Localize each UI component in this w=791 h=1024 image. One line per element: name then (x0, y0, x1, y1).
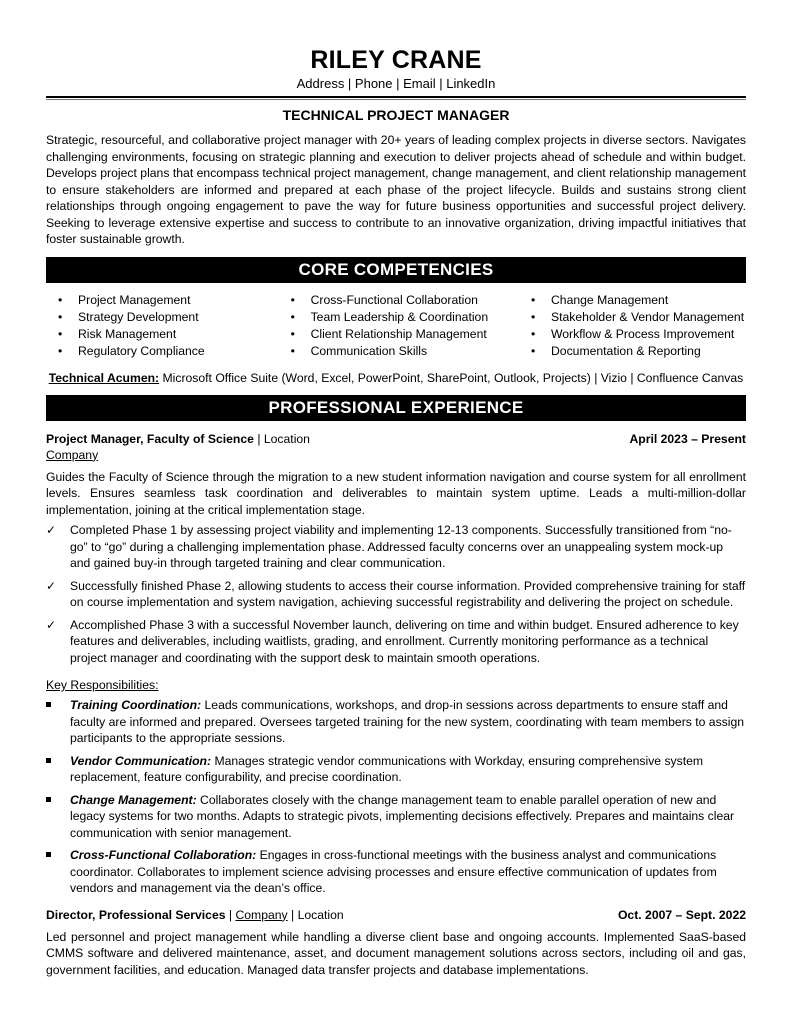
achievement-item (46, 578, 746, 611)
job-title: Project Manager, Faculty of Science (46, 431, 254, 446)
job-location: | Location (257, 431, 310, 446)
technical-acumen-label: Technical Acumen: (48, 370, 160, 385)
achievement-list (46, 522, 746, 666)
technical-acumen (46, 370, 746, 386)
job-title-line (46, 907, 344, 923)
responsibility-label: Cross-Functional Collaboration: (70, 848, 257, 863)
competency-item: • Documentation & Reporting (531, 343, 746, 360)
job-company: Company (235, 907, 288, 922)
job-entry-2 (46, 907, 746, 979)
square-bullet-icon (46, 702, 51, 707)
candidate-name: RILEY CRANE (310, 46, 482, 74)
responsibility-item (46, 697, 746, 747)
responsibility-list (46, 697, 746, 897)
job-dates: Oct. 2007 – Sept. 2022 (617, 907, 746, 922)
contact-line: Address | Phone | Email | LinkedIn (296, 76, 496, 91)
square-bullet-icon (46, 797, 51, 802)
checkmark-icon: ✓ (46, 578, 57, 593)
competency-item: • Change Management (531, 292, 746, 309)
responsibility-text: Engages in cross-functional meetings with the business analyst and communications coordinator. Collaborates to implement science advising processes and ensure effective communication of updates from vendors and management via the dean’s office. (70, 848, 717, 896)
responsibility-text: Manages strategic vendor communications with Workday, ensuring comprehensive system replacement, feature configurability, and precise coordination. (70, 753, 704, 785)
achievement-item (46, 617, 746, 667)
responsibility-label: Vendor Communication: (70, 753, 212, 768)
job-description: Guides the Faculty of Science through the migration to a new student information navigation and course system for all enrollment levels. Ensures seamless task coordination and deliverables to maintain system uptime. Leads a multi-million-dollar implementation, joining at the critical implementation stage. (46, 469, 746, 517)
section-heading-competencies: CORE COMPETENCIES (46, 257, 746, 283)
competencies-column-3 (531, 292, 746, 361)
competency-item: • Cross-Functional Collaboration (291, 292, 531, 309)
job-header (46, 431, 746, 447)
responsibility-text: Leads communications, workshops, and drop-in sessions across departments to ensure staff and faculty are informed and prepared. Oversees targeted training for the new system, coordinating with team members to assign participants to the appropriate sessions. (70, 698, 745, 746)
header-divider (46, 96, 746, 100)
job-headline: TECHNICAL PROJECT MANAGER (282, 107, 510, 123)
competency-item: • Regulatory Compliance (58, 343, 291, 360)
job-header (46, 907, 746, 923)
competencies-column-1 (58, 292, 291, 361)
responsibility-item (46, 792, 746, 842)
key-responsibilities-heading: Key Responsibilities: (46, 678, 159, 693)
job-entry-1 (46, 431, 746, 897)
job-dates: April 2023 – Present (629, 431, 746, 446)
job-location: | Location (291, 907, 344, 922)
job-separator: | (228, 907, 233, 922)
responsibility-item (46, 847, 746, 897)
section-heading-experience: PROFESSIONAL EXPERIENCE (46, 395, 746, 421)
competencies-column-2 (291, 292, 531, 361)
competency-item: • Communication Skills (291, 343, 531, 360)
summary-paragraph: Strategic, resourceful, and collaborative project manager with 20+ years of leading complex projects in diverse sectors. Navigates challenging environments, focusing on strategic planning and execution to deliver projects ahead of schedule and within budget. Develops project plans that encompass technical project management, change management, and client relationship management to ensure stakeholders are informed and prepared at each phase of the project lifecycle. Builds and sustains strong client relationships through ongoing engagement to pave the way for future business opportunities and successful project delivery. Seeking to leverage extensive expertise and success to contribute to an innovative organization, driving impactful initiatives that foster sustainable growth. (46, 133, 746, 246)
job-title: Director, Professional Services (46, 907, 226, 922)
achievement-item (46, 522, 746, 572)
competency-item: • Workflow & Process Improvement (531, 326, 746, 343)
responsibility-label: Training Coordination: (70, 698, 202, 713)
achievement-text: Successfully finished Phase 2, allowing students to access their course information. Provided comprehensive training for staff on course implementation and system navigation, achieving successful registrability and delivering the project on schedule. (70, 578, 746, 610)
job-description: Led personnel and project management while handling a diverse client base and ongoing accounts. Implemented SaaS-based CMMS software and delivered maintenance, asset, and document management solutions across sectors, including oil and gas, government facilities, and education. Managed data transfer projects and database implementations. (46, 929, 746, 977)
competency-item: • Project Management (58, 292, 291, 309)
responsibility-text: Collaborates closely with the change management team to enable parallel operation of new and legacy systems for two months. Adapts to strategic pivots, implementing decisions effectively. Prepares and maintains clear communication with senior management. (70, 792, 735, 840)
responsibility-label: Change Management: (70, 792, 197, 807)
checkmark-icon: ✓ (46, 523, 57, 538)
responsibility-item (46, 753, 746, 786)
competency-item: • Stakeholder & Vendor Management (531, 309, 746, 326)
achievement-text: Accomplished Phase 3 with a successful November launch, delivering on time and within budget. Ensured adherence to key features and deliverables, including waitlists, grading, and enrollment. Currently monitoring performance as a technical project manager and coordinating with the support desk to maintain smooth operations. (70, 617, 739, 665)
competency-item: • Risk Management (58, 326, 291, 343)
achievement-text: Completed Phase 1 by assessing project viability and implementing 12-13 components. Successfully transitioned from “no-go” to “go” during a challenging implementation phase. Addressed faculty concerns over an unappealing system mock-up and gained buy-in through targeted training and clear communication. (70, 523, 732, 571)
competencies-list (46, 292, 746, 361)
resume-page (46, 46, 746, 978)
technical-acumen-value: Microsoft Office Suite (Word, Excel, PowerPoint, SharePoint, Outlook, Projects) | Vizio | Confluence Canvas (162, 370, 744, 385)
job-title-line (46, 431, 310, 447)
square-bullet-icon (46, 852, 51, 857)
competency-item: • Strategy Development (58, 309, 291, 326)
square-bullet-icon (46, 758, 51, 763)
checkmark-icon: ✓ (46, 617, 57, 632)
competency-item: • Client Relationship Management (291, 326, 531, 343)
job-company: Company (46, 447, 99, 462)
competency-item: • Team Leadership & Coordination (291, 309, 531, 326)
